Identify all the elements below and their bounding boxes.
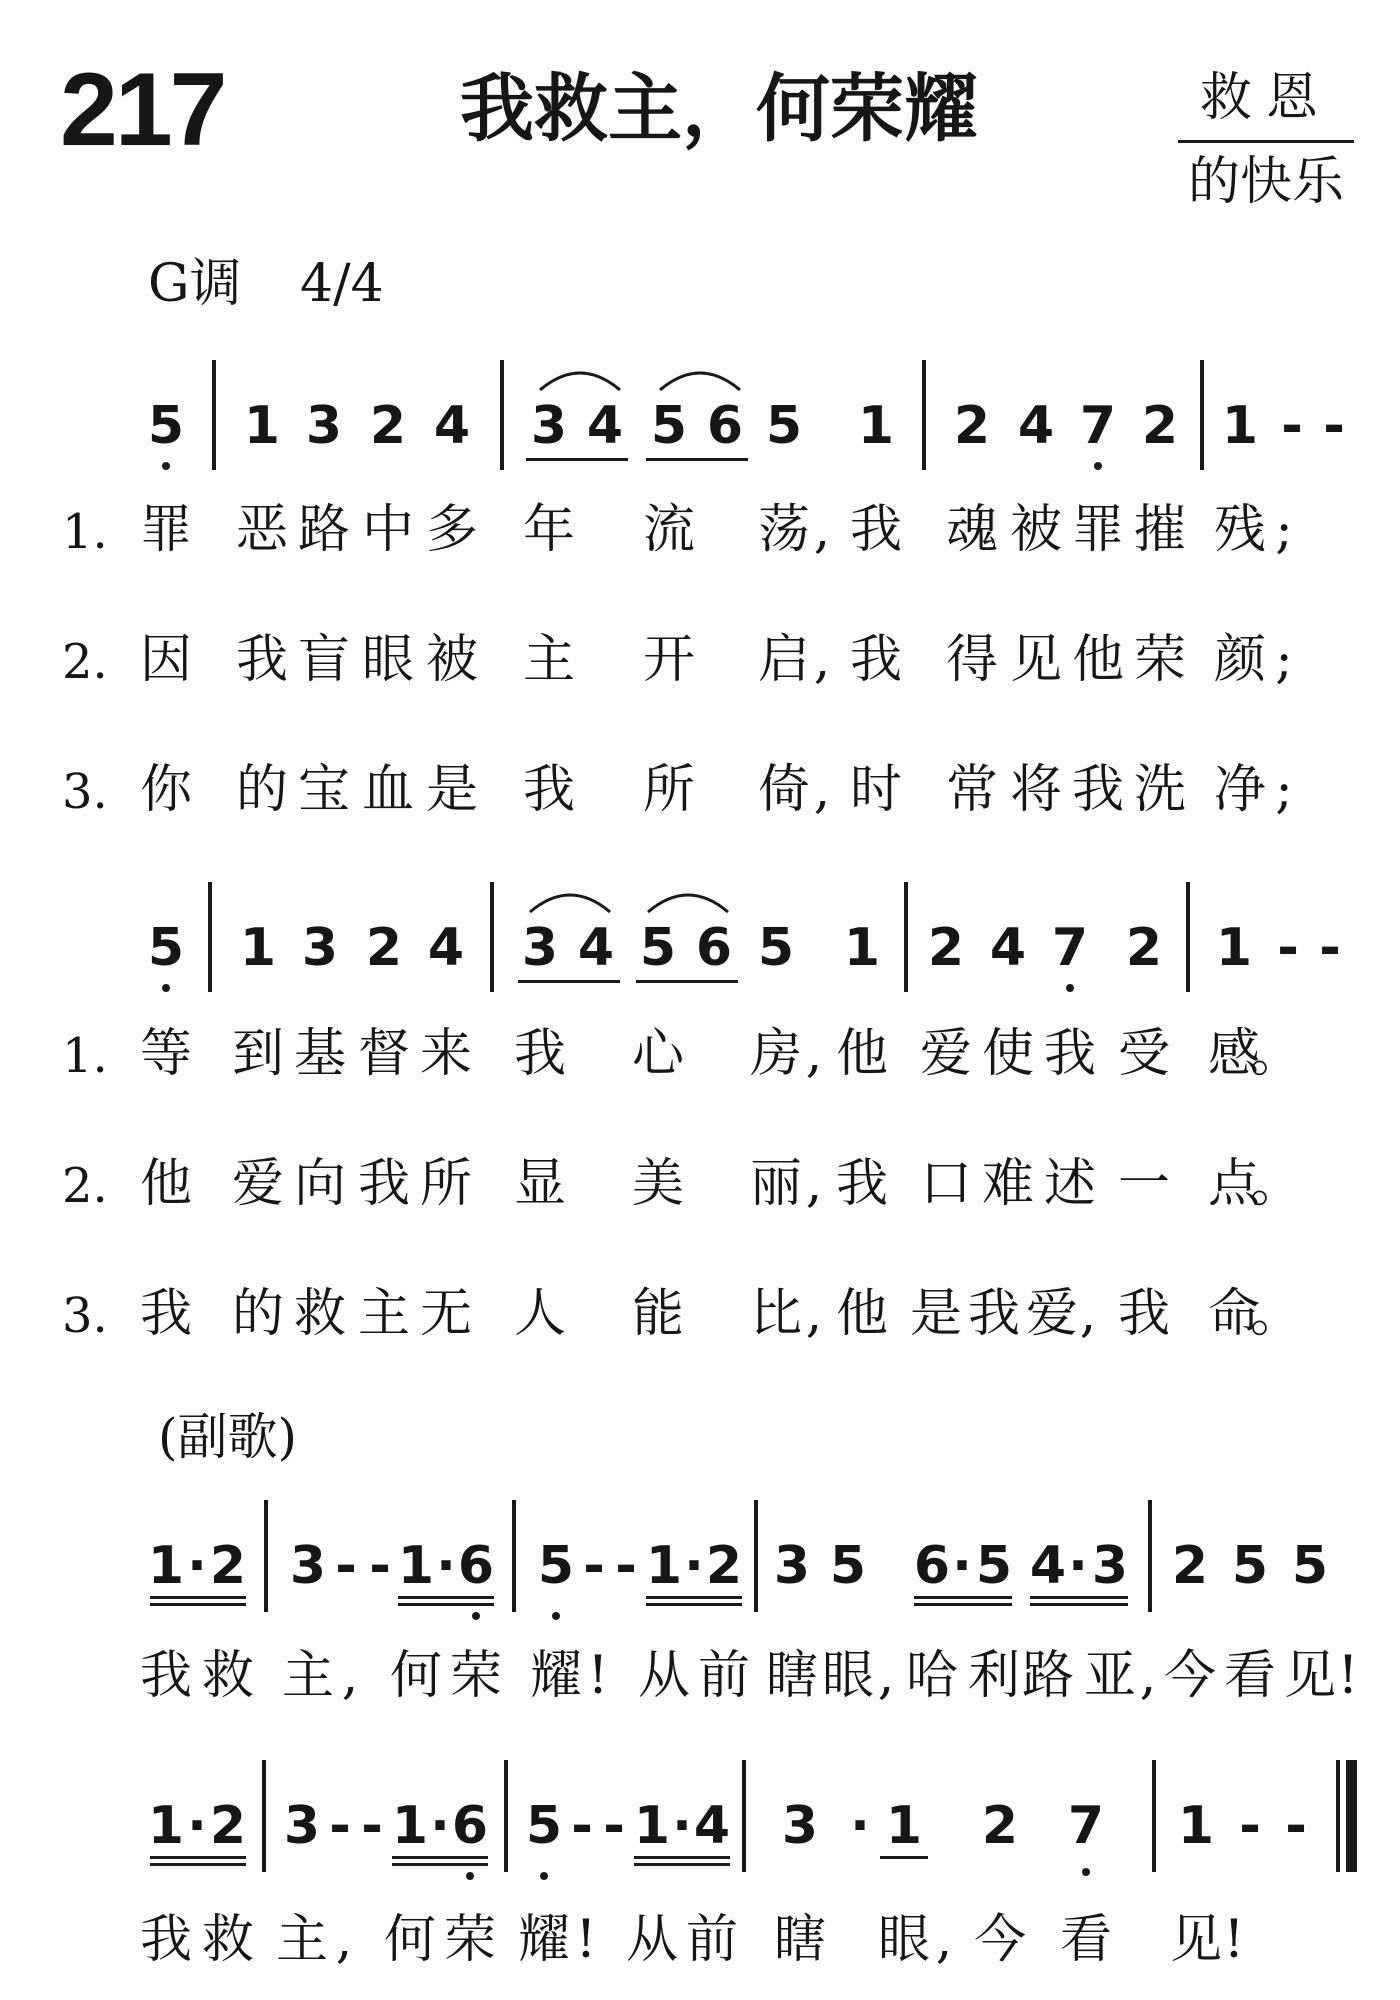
lyric: 他 bbox=[139, 1154, 192, 1214]
lyric: 荣 bbox=[443, 1910, 496, 1970]
lyric: 我 bbox=[849, 500, 902, 560]
lyric: 从 bbox=[637, 1646, 690, 1706]
verse-number: 1. bbox=[62, 1028, 108, 1084]
note: 3 bbox=[773, 1536, 811, 1596]
note: 5 bbox=[650, 396, 688, 456]
note: 3 bbox=[283, 1796, 321, 1856]
lower-octave-dot bbox=[466, 1872, 474, 1880]
lyric: 见 bbox=[1009, 630, 1062, 690]
lyric-punctuation: , bbox=[341, 1646, 359, 1706]
lyric: 显 bbox=[513, 1154, 566, 1214]
verse-number: 3. bbox=[62, 1288, 108, 1344]
note: · bbox=[850, 1796, 870, 1856]
tie-arc bbox=[536, 362, 624, 392]
note: - bbox=[369, 1536, 391, 1596]
note: 3 bbox=[781, 1796, 819, 1856]
lyric: 所 bbox=[419, 1154, 472, 1214]
lyric: 荡 bbox=[757, 500, 810, 560]
lyric: 爱 bbox=[919, 1024, 972, 1084]
lyric: 我 bbox=[835, 1154, 888, 1214]
note: 2 bbox=[705, 1536, 743, 1596]
lyric: 看 bbox=[1223, 1646, 1276, 1706]
lyric: 盲 bbox=[297, 630, 350, 690]
lyric: 净 bbox=[1213, 760, 1266, 820]
note: 4 bbox=[989, 918, 1027, 978]
lyric: 被 bbox=[425, 630, 478, 690]
lyric: 我 bbox=[967, 1284, 1020, 1344]
bar-line bbox=[1200, 360, 1204, 470]
lyric: 无 bbox=[419, 1284, 472, 1344]
lyric: 述 bbox=[1043, 1154, 1096, 1214]
lyric-punctuation: , bbox=[335, 1910, 353, 1970]
note: 2 bbox=[369, 396, 407, 456]
note: 4 bbox=[427, 918, 465, 978]
lower-octave-dot bbox=[162, 462, 170, 470]
lyric: 颜 bbox=[1213, 630, 1266, 690]
lyric: 你 bbox=[139, 760, 192, 820]
lyric-punctuation: , bbox=[1079, 1284, 1097, 1344]
bar-line bbox=[754, 1500, 758, 1612]
sixteenth-underline bbox=[150, 1863, 246, 1866]
lyric: 所 bbox=[642, 760, 695, 820]
lyric: 能 bbox=[631, 1284, 684, 1344]
note: 1 bbox=[1221, 396, 1259, 456]
note: - bbox=[603, 1796, 625, 1856]
lyric: 时 bbox=[849, 760, 902, 820]
bar-line bbox=[512, 1500, 516, 1612]
note: 3 bbox=[301, 918, 339, 978]
note: · bbox=[952, 1536, 972, 1596]
eighth-underline bbox=[880, 1856, 928, 1859]
note: 2 bbox=[365, 918, 403, 978]
lyric: 基 bbox=[293, 1024, 346, 1084]
note: 4 bbox=[586, 396, 624, 456]
eighth-underline bbox=[150, 1856, 246, 1859]
lyric: 亚 bbox=[1083, 1646, 1136, 1706]
time-signature: 4/4 bbox=[300, 254, 384, 314]
lyric-punctuation: ! bbox=[575, 1910, 597, 1970]
lyric: 我 bbox=[235, 630, 288, 690]
eighth-underline bbox=[398, 1596, 494, 1599]
lyric: 魂 bbox=[945, 500, 998, 560]
lyric: 一 bbox=[1117, 1154, 1170, 1214]
note: - bbox=[1277, 918, 1299, 978]
lyric: 残 bbox=[1213, 500, 1266, 560]
note: 5 bbox=[1231, 1536, 1269, 1596]
bar-line bbox=[208, 882, 212, 992]
lyric: 命 bbox=[1207, 1284, 1260, 1344]
note: · bbox=[430, 1796, 450, 1856]
lyric: 救 bbox=[293, 1284, 346, 1344]
eighth-underline bbox=[636, 980, 738, 983]
note: 1 bbox=[645, 1536, 683, 1596]
note: 6 bbox=[451, 1796, 489, 1856]
lyric: 爱 bbox=[1025, 1284, 1078, 1344]
lyric: 到 bbox=[231, 1024, 284, 1084]
lower-octave-dot bbox=[472, 1612, 480, 1620]
lower-octave-dot bbox=[1066, 984, 1074, 992]
sixteenth-underline bbox=[150, 1603, 246, 1606]
note: 5 bbox=[757, 918, 795, 978]
bar-line bbox=[212, 360, 216, 470]
lyric: 使 bbox=[981, 1024, 1034, 1084]
lyric: 美 bbox=[631, 1154, 684, 1214]
lyric: 丽 bbox=[749, 1154, 802, 1214]
lyric: 今 bbox=[1163, 1646, 1216, 1706]
lyric: 我 bbox=[1071, 760, 1124, 820]
verse-number: 3. bbox=[62, 764, 108, 820]
note: 3 bbox=[521, 918, 559, 978]
lyric-punctuation: ! bbox=[587, 1646, 609, 1706]
lyric: 眼 bbox=[361, 630, 414, 690]
note: 5 bbox=[829, 1536, 867, 1596]
note: 4 bbox=[693, 1796, 731, 1856]
note: - bbox=[1323, 396, 1345, 456]
lyric: 我 bbox=[849, 630, 902, 690]
note: · bbox=[187, 1796, 207, 1856]
note: - bbox=[583, 1536, 605, 1596]
final-bar-thin bbox=[1336, 1760, 1340, 1872]
note: · bbox=[1068, 1536, 1088, 1596]
lower-octave-dot bbox=[1094, 462, 1102, 470]
note: - bbox=[1285, 1796, 1307, 1856]
note: - bbox=[615, 1536, 637, 1596]
note: 2 bbox=[953, 396, 991, 456]
lyric: 是 bbox=[909, 1284, 962, 1344]
note: 4 bbox=[433, 396, 471, 456]
lyric-punctuation: , bbox=[877, 1646, 895, 1706]
lyric: 哈 bbox=[905, 1646, 958, 1706]
lyric: 年 bbox=[522, 500, 575, 560]
note: 2 bbox=[1125, 918, 1163, 978]
note: 3 bbox=[1091, 1536, 1129, 1596]
lower-octave-dot bbox=[1082, 1868, 1090, 1876]
lyric: 点 bbox=[1207, 1154, 1260, 1214]
eighth-underline bbox=[518, 980, 620, 983]
note: · bbox=[436, 1536, 456, 1596]
lyric: 恶 bbox=[235, 500, 288, 560]
lyric: 等 bbox=[139, 1024, 192, 1084]
lyric: 中 bbox=[361, 500, 414, 560]
lyric: 来 bbox=[419, 1024, 472, 1084]
note: 7 bbox=[1079, 396, 1117, 456]
note: 1 bbox=[1177, 1796, 1215, 1856]
note: 1 bbox=[397, 1536, 435, 1596]
lyric: 爱 bbox=[231, 1154, 284, 1214]
note: 3 bbox=[305, 396, 343, 456]
lyric: 启 bbox=[757, 630, 810, 690]
category-line-2: 的快乐 bbox=[1187, 152, 1344, 212]
lyric-punctuation: ; bbox=[1275, 760, 1293, 820]
note: 5 bbox=[147, 396, 185, 456]
lyric: 我 bbox=[522, 760, 575, 820]
lyric: 人 bbox=[513, 1284, 566, 1344]
bar-line bbox=[922, 360, 926, 470]
lyric: 瞎 bbox=[765, 1646, 818, 1706]
note: - bbox=[329, 1796, 351, 1856]
lyric-punctuation: , bbox=[935, 1910, 953, 1970]
note: - bbox=[361, 1796, 383, 1856]
lyric-punctuation: , bbox=[1139, 1646, 1157, 1706]
lyric: 他 bbox=[1071, 630, 1124, 690]
bar-line bbox=[742, 1760, 746, 1872]
note: 3 bbox=[530, 396, 568, 456]
bar-line bbox=[504, 1760, 508, 1872]
lyric: 因 bbox=[139, 630, 192, 690]
note: 1 bbox=[1215, 918, 1253, 978]
eighth-underline bbox=[392, 1856, 488, 1859]
lyric: 比 bbox=[749, 1284, 802, 1344]
lyric: 他 bbox=[835, 1284, 888, 1344]
lyric: 的 bbox=[235, 760, 288, 820]
lyric: 开 bbox=[642, 630, 695, 690]
lower-octave-dot bbox=[162, 984, 170, 992]
lyric: 得 bbox=[945, 630, 998, 690]
note: 4 bbox=[1017, 396, 1055, 456]
lyric: 流 bbox=[642, 500, 695, 560]
lyric: 主 bbox=[357, 1284, 410, 1344]
note: 2 bbox=[209, 1536, 247, 1596]
lyric-punctuation: ; bbox=[1275, 500, 1293, 560]
eighth-underline bbox=[1030, 1596, 1128, 1599]
lyric: 看 bbox=[1059, 1910, 1112, 1970]
sixteenth-underline bbox=[634, 1863, 730, 1866]
note: 7 bbox=[1067, 1796, 1105, 1856]
lower-octave-dot bbox=[552, 1612, 560, 1620]
lyric: 眼 bbox=[821, 1646, 874, 1706]
note: 1 bbox=[147, 1536, 185, 1596]
lyric: 多 bbox=[425, 500, 478, 560]
sixteenth-underline bbox=[646, 1603, 742, 1606]
lyric: 主 bbox=[281, 1646, 334, 1706]
note: 1 bbox=[843, 918, 881, 978]
lyric: 救 bbox=[201, 1646, 254, 1706]
category-divider bbox=[1178, 140, 1354, 143]
lyric: 路 bbox=[1021, 1646, 1074, 1706]
lyric-punctuation: , bbox=[813, 630, 831, 690]
note: 2 bbox=[1171, 1536, 1209, 1596]
lyric-punctuation: 。 bbox=[1249, 1284, 1302, 1344]
lyric: 我 bbox=[139, 1646, 192, 1706]
lyric: 路 bbox=[297, 500, 350, 560]
lyric: 我 bbox=[513, 1024, 566, 1084]
note: 7 bbox=[1051, 918, 1089, 978]
lyric: 利 bbox=[967, 1646, 1020, 1706]
bar-line bbox=[264, 1500, 268, 1612]
lyric-punctuation: , bbox=[805, 1284, 823, 1344]
category-line-1: 救恩 bbox=[1199, 68, 1332, 128]
note: 3 bbox=[289, 1536, 327, 1596]
bar-line bbox=[1186, 882, 1190, 992]
bar-line bbox=[500, 360, 504, 470]
lyric: 何 bbox=[389, 1646, 442, 1706]
bar-line bbox=[1148, 1500, 1152, 1612]
lyric: 荣 bbox=[1133, 630, 1186, 690]
lyric: 感 bbox=[1207, 1024, 1260, 1084]
note: 1 bbox=[147, 1796, 185, 1856]
lyric: 见 bbox=[1169, 1910, 1222, 1970]
note: 5 bbox=[525, 1796, 563, 1856]
lyric-punctuation: ! bbox=[1337, 1646, 1359, 1706]
note: 1 bbox=[243, 396, 281, 456]
eighth-underline bbox=[646, 1596, 742, 1599]
tie-arc bbox=[656, 362, 744, 392]
note: - bbox=[335, 1536, 357, 1596]
lower-octave-dot bbox=[540, 1872, 548, 1880]
lyric: 房 bbox=[749, 1024, 802, 1084]
bar-line bbox=[262, 1760, 266, 1872]
eighth-underline bbox=[150, 1596, 246, 1599]
note: - bbox=[571, 1796, 593, 1856]
lyric: 我 bbox=[139, 1910, 192, 1970]
note: · bbox=[684, 1536, 704, 1596]
tie-arc bbox=[526, 884, 614, 914]
bar-line bbox=[904, 882, 908, 992]
note: - bbox=[1239, 1796, 1261, 1856]
note: 1 bbox=[391, 1796, 429, 1856]
lyric: 救 bbox=[201, 1910, 254, 1970]
sixteenth-underline bbox=[398, 1603, 494, 1606]
lyric: 从 bbox=[625, 1910, 678, 1970]
note: 4 bbox=[577, 918, 615, 978]
lyric-punctuation: ! bbox=[1223, 1910, 1245, 1970]
lyric: 的 bbox=[231, 1284, 284, 1344]
note: 1 bbox=[633, 1796, 671, 1856]
lyric: 主 bbox=[275, 1910, 328, 1970]
bar-line bbox=[1152, 1760, 1156, 1872]
hymn-title: 我救主，何荣耀 bbox=[460, 66, 978, 152]
final-bar-thick bbox=[1346, 1760, 1357, 1872]
lyric-punctuation: , bbox=[813, 760, 831, 820]
lyric: 是 bbox=[425, 760, 478, 820]
lyric-punctuation: , bbox=[813, 500, 831, 560]
lyric: 宝 bbox=[297, 760, 350, 820]
lyric: 口 bbox=[919, 1154, 972, 1214]
lyric: 罪 bbox=[1071, 500, 1124, 560]
bar-line bbox=[490, 882, 494, 992]
lyric: 向 bbox=[293, 1154, 346, 1214]
note: 6 bbox=[706, 396, 744, 456]
lyric: 摧 bbox=[1133, 500, 1186, 560]
sixteenth-underline bbox=[914, 1603, 1012, 1606]
lyric: 我 bbox=[1043, 1024, 1096, 1084]
lyric: 荣 bbox=[449, 1646, 502, 1706]
note: 6 bbox=[695, 918, 733, 978]
lyric: 常 bbox=[945, 760, 998, 820]
lyric: 我 bbox=[1117, 1284, 1170, 1344]
note: 5 bbox=[975, 1536, 1013, 1596]
note: 5 bbox=[537, 1536, 575, 1596]
eighth-underline bbox=[634, 1856, 730, 1859]
note: 6 bbox=[913, 1536, 951, 1596]
note: 5 bbox=[765, 396, 803, 456]
verse-number: 2. bbox=[62, 1158, 108, 1214]
note: 5 bbox=[1291, 1536, 1329, 1596]
eighth-underline bbox=[646, 458, 748, 461]
note: 6 bbox=[457, 1536, 495, 1596]
lyric: 耀 bbox=[529, 1646, 582, 1706]
lyric: 被 bbox=[1009, 500, 1062, 560]
lyric-punctuation: ; bbox=[1275, 630, 1293, 690]
lyric: 主 bbox=[522, 630, 575, 690]
lyric: 见 bbox=[1283, 1646, 1336, 1706]
lyric-punctuation: , bbox=[805, 1154, 823, 1214]
sixteenth-underline bbox=[1030, 1603, 1128, 1606]
lyric: 洗 bbox=[1133, 760, 1186, 820]
lyric: 前 bbox=[697, 1646, 750, 1706]
verse-number: 1. bbox=[62, 504, 108, 560]
lyric-punctuation: 。 bbox=[1249, 1024, 1302, 1084]
eighth-underline bbox=[914, 1596, 1012, 1599]
lyric-punctuation: , bbox=[805, 1024, 823, 1084]
lyric: 今 bbox=[973, 1910, 1026, 1970]
lyric: 心 bbox=[631, 1024, 684, 1084]
lyric: 将 bbox=[1009, 760, 1062, 820]
note: - bbox=[1281, 396, 1303, 456]
note: 1 bbox=[885, 1796, 923, 1856]
tie-arc bbox=[644, 884, 732, 914]
lyric: 他 bbox=[835, 1024, 888, 1084]
note: 5 bbox=[147, 918, 185, 978]
note: 2 bbox=[981, 1796, 1019, 1856]
note: 2 bbox=[209, 1796, 247, 1856]
lyric-punctuation: 。 bbox=[1249, 1154, 1302, 1214]
note: · bbox=[187, 1536, 207, 1596]
lyric: 罪 bbox=[139, 500, 192, 560]
note: - bbox=[1319, 918, 1341, 978]
note: · bbox=[672, 1796, 692, 1856]
lyric: 督 bbox=[357, 1024, 410, 1084]
lyric: 我 bbox=[357, 1154, 410, 1214]
lyric: 何 bbox=[383, 1910, 436, 1970]
key-signature: G调 bbox=[148, 254, 242, 314]
note: 2 bbox=[1141, 396, 1179, 456]
eighth-underline bbox=[526, 458, 628, 461]
verse-number: 2. bbox=[62, 634, 108, 690]
lyric: 倚 bbox=[757, 760, 810, 820]
lyric: 难 bbox=[981, 1154, 1034, 1214]
note: 5 bbox=[639, 918, 677, 978]
hymn-number: 217 bbox=[60, 52, 225, 168]
note: 4 bbox=[1029, 1536, 1067, 1596]
lyric: 眼 bbox=[877, 1910, 930, 1970]
lyric: 前 bbox=[685, 1910, 738, 1970]
lyric: 血 bbox=[361, 760, 414, 820]
lyric: 瞎 bbox=[773, 1910, 826, 1970]
sixteenth-underline bbox=[392, 1863, 488, 1866]
chorus-label: (副歌) bbox=[158, 1408, 298, 1466]
lyric: 受 bbox=[1117, 1024, 1170, 1084]
note: 1 bbox=[239, 918, 277, 978]
lyric: 耀 bbox=[517, 1910, 570, 1970]
note: 1 bbox=[857, 396, 895, 456]
lyric: 我 bbox=[139, 1284, 192, 1344]
note: 2 bbox=[927, 918, 965, 978]
